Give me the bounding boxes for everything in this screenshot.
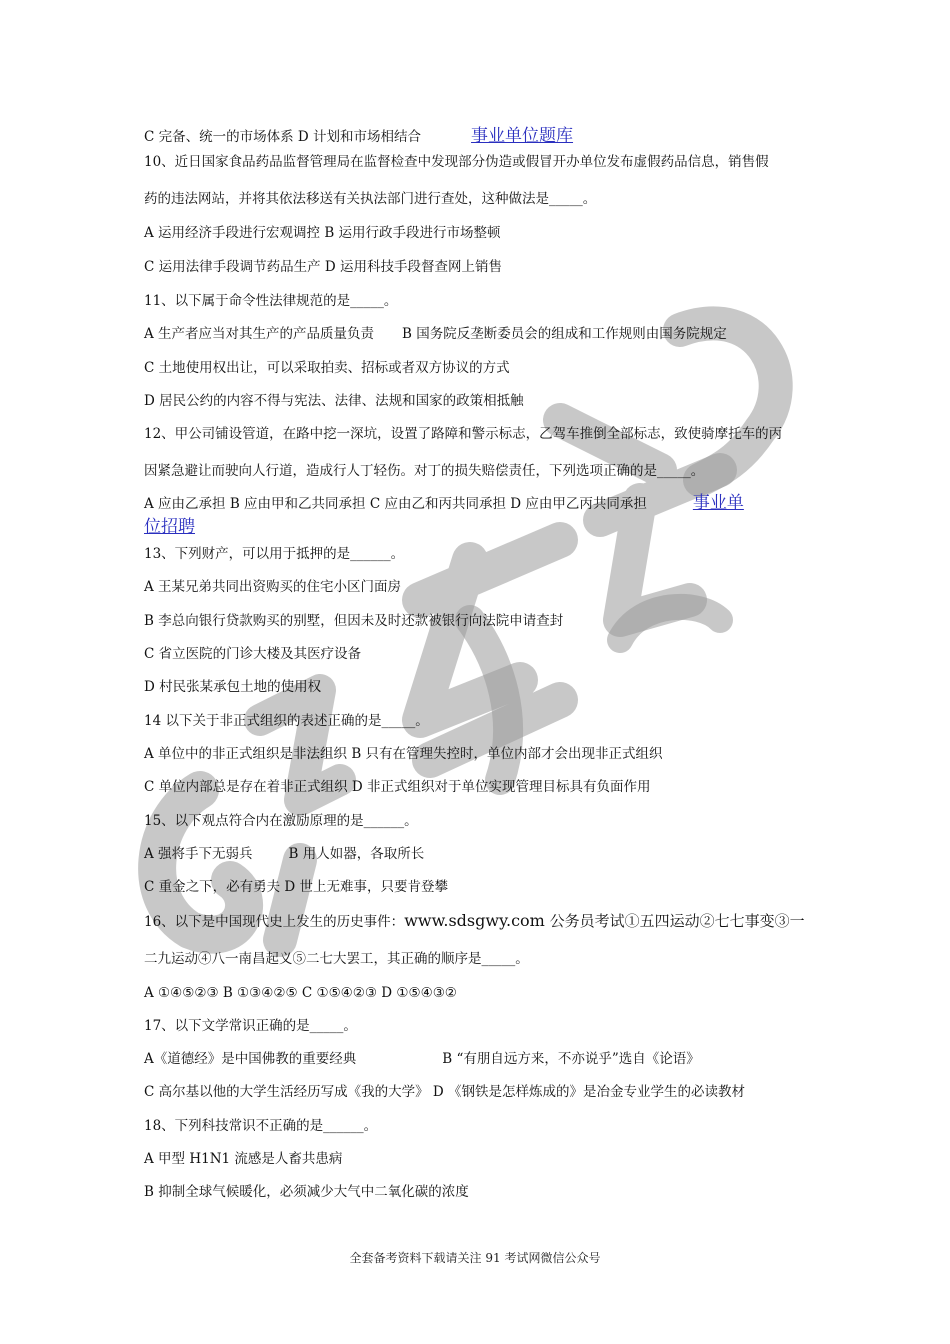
option-b: B “有朋自远方来，不亦说乎”选自《论语》: [442, 1051, 700, 1067]
question-18-option-a: A 甲型 H1N1 流感是人畜共患病: [144, 1151, 343, 1167]
question-bank-link[interactable]: 事业单位题库: [471, 126, 574, 146]
website-url: www.sdsgwy.com: [404, 911, 545, 930]
question-15-options-cd: C 重金之下，必有勇夫 D 世上无难事，只要肯登攀: [144, 879, 449, 895]
question-16-events: 公务员考试①五四运动②七七事变③一: [544, 912, 805, 930]
question-18-text: 18、下列科技常识不正确的是______。: [144, 1118, 378, 1134]
question-15-options-ab: [144, 845, 424, 863]
question-12-text-cont: 因紧急避让而驶向人行道，造成行人丁轻伤。对丁的损失赔偿责任，下列选项正确的是_____。: [144, 463, 705, 479]
option-b: B 国务院反垄断委员会的组成和工作规则由国务院规定: [402, 326, 727, 342]
question-16-text: [144, 912, 805, 931]
question-13-option-a: A 王某兄弟共同出资购买的住宅小区门面房: [144, 579, 402, 595]
question-14-text: 14 以下关于非正式组织的表述正确的是_____。: [144, 713, 429, 729]
question-11-text: 11、以下属于命令性法律规范的是_____。: [144, 293, 398, 309]
option-a: A 生产者应当对其生产的产品质量负责: [144, 326, 375, 342]
question-11-option-d: D 居民公约的内容不得与宪法、法律、法规和国家的政策相抵触: [144, 393, 524, 409]
question-13-option-d: D 村民张某承包土地的使用权: [144, 679, 322, 695]
question-10-options-ab: A 运用经济手段进行宏观调控 B 运用行政手段进行市场整顿: [144, 225, 501, 241]
recruitment-link[interactable]: 事业单: [692, 493, 744, 513]
options-text: A 应由乙承担 B 应由甲和乙共同承担 C 应由乙和丙共同承担 D 应由甲乙丙共同承担: [144, 496, 647, 512]
question-16-text-cont: 二九运动④八一南昌起义⑤二七大罢工，其正确的顺序是_____。: [144, 951, 529, 967]
option-text: C 完备、统一的市场体系 D 计划和市场相结合: [144, 129, 422, 145]
question-14-options-ab: A 单位中的非正式组织是非法组织 B 只有在管理失控时，单位内部才会出现非正式组织: [144, 746, 663, 762]
option-a: A 强将手下无弱兵: [144, 846, 253, 862]
question-10-text-cont: 药的违法网站，并将其依法移送有关执法部门进行查处，这种做法是_____。: [144, 191, 597, 207]
question-14-options-cd: C 单位内部总是存在着非正式组织 D 非正式组织对于单位实现管理目标具有负面作用: [144, 779, 651, 795]
page-footer: 全套备考资料下载请关注 91 考试网微信公众号: [349, 1251, 601, 1265]
question-18-option-b: B 抑制全球气候暖化，必须减少大气中二氧化碳的浓度: [144, 1184, 469, 1200]
recruitment-link-part2[interactable]: 位招聘: [144, 517, 195, 537]
option-a: A《道德经》是中国佛教的重要经典: [144, 1051, 357, 1067]
question-13-option-b: B 李总向银行贷款购买的别墅，但因未及时还款被银行向法院申请查封: [144, 613, 564, 629]
question-15-text: 15、以下观点符合内在激励原理的是______。: [144, 813, 418, 829]
question-17-options-cd: C 高尔基以他的大学生活经历写成《我的大学》 D 《钢铁是怎样炼成的》是冶金专业学生的必读教材: [144, 1084, 746, 1100]
question-11-option-c: C 土地使用权出让，可以采取拍卖、招标或者双方协议的方式: [144, 360, 510, 376]
option-b: B 用人如器，各取所长: [288, 846, 425, 862]
question-17-options-ab: [144, 1050, 700, 1068]
recruitment-link-cont: [144, 518, 195, 537]
question-12-text: 12、甲公司铺设管道，在路中挖一深坑，设置了路障和警示标志，乙驾车推倒全部标志，致使骑摩托车的丙: [144, 426, 783, 442]
question-17-text: 17、以下文学常识正确的是_____。: [144, 1018, 357, 1034]
question-13-text: 13、下列财产，可以用于抵押的是______。: [144, 546, 405, 562]
question-12-options: [144, 494, 744, 513]
question-11-options-ab: [144, 325, 727, 343]
question-10-text: 10、近日国家食品药品监督管理局在监督检查中发现部分伪造或假冒开办单位发布虚假药品信息，销售假: [144, 154, 769, 170]
question-16-options: A ①④⑤②③ B ①③④②⑤ C ①⑤④②③ D ①⑤④③②: [144, 985, 457, 1001]
question-13-option-c: C 省立医院的门诊大楼及其医疗设备: [144, 646, 362, 662]
question-16-lead: 16、以下是中国现代史上发生的历史事件：: [144, 914, 405, 930]
options-line: [144, 127, 573, 146]
question-10-options-cd: C 运用法律手段调节药品生产 D 运用科技手段督查网上销售: [144, 259, 503, 275]
